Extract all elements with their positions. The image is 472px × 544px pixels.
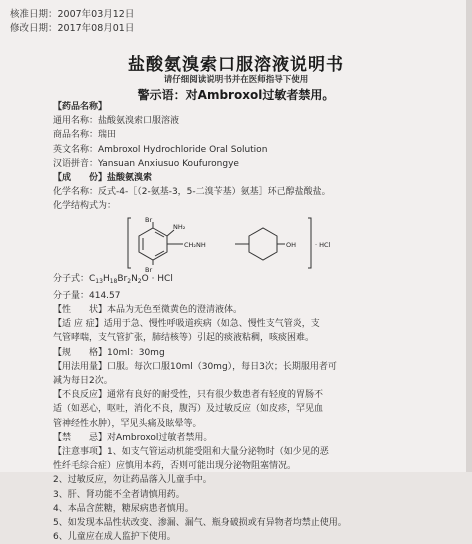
caution-line-3: 2、过敏反应，勿让药品落入儿童手中。 xyxy=(53,475,212,486)
chemical-structure xyxy=(53,214,353,272)
character: 【性 状】本品为无色至微黄色的澄清液体。 xyxy=(53,305,243,316)
oh-group: OH xyxy=(286,240,297,249)
warning-line: 警示语：对Ambroxol过敏者禁用。 xyxy=(137,88,335,102)
ingredients: 【成 份】盐酸氨溴索 xyxy=(53,173,153,184)
specification: 【规 格】10ml：30mg xyxy=(53,347,165,358)
english-name: 英文名称：Ambroxol Hydrochloride Oral Solution xyxy=(53,144,268,155)
structure-label: 化学结构式为： xyxy=(53,201,117,212)
adverse-line-1: 【不良反应】通常有良好的耐受性，只有很少数患者有轻度的胃肠不 xyxy=(53,390,324,401)
adverse-line-2: 适（如恶心，呕吐，消化不良，腹泻）及过敏反应（如皮疹，罕见血 xyxy=(53,404,324,415)
document-subtitle: 请仔细阅读说明书并在医师指导下使用 xyxy=(163,75,309,85)
br-bottom: Br xyxy=(145,265,153,272)
trade-name: 商品名称：瑞田 xyxy=(53,130,117,141)
nh2-group: NH₂ xyxy=(173,222,186,231)
name-section-header: 【药品名称】 xyxy=(53,102,108,112)
hcl-salt: · HCl xyxy=(315,240,331,249)
indication-line-1: 【适 应 症】适用于急、慢性呼吸道疾病（如急、慢性支气管炎，支 xyxy=(53,319,320,330)
structure-drawing xyxy=(53,214,353,272)
date-block xyxy=(10,8,134,36)
molecular-formula: 分子式：$C_{13}H_{18}Br_2N_2O$ · HCl xyxy=(53,273,173,285)
chemical-name: 化学名称：反式-4-［（2-氨基-3，5-二溴苄基）氨基］环己醇盐酸盐。 xyxy=(53,187,331,198)
molecular-weight: 分子量：414.57 xyxy=(53,290,121,301)
caution-line-5: 4、本品含蔗糖，糖尿病患者慎用。 xyxy=(53,503,194,514)
caution-line-1: 【注意事项】1、如支气管运动机能受阻和大量分泌物时（如少见的恶 xyxy=(53,447,329,458)
page-edge xyxy=(466,0,472,472)
pinyin-name: 汉语拼音：Yansuan Anxiusuo Koufurongye xyxy=(53,158,239,169)
contraindication: 【禁 忌】对Ambroxol过敏者禁用。 xyxy=(53,432,213,443)
br-top: Br xyxy=(145,215,153,224)
revise-date: 修改日期：2017年08月01日 xyxy=(10,23,135,34)
document-title: 盐酸氨溴索口服溶液说明书 xyxy=(128,55,344,75)
content-body xyxy=(53,100,458,544)
approve-date: 核准日期：2007年03月12日 xyxy=(10,9,135,20)
usage-line-2: 减为每日2次。 xyxy=(53,376,113,387)
usage-line-1: 【用法用量】口服。每次口服10ml（30mg），每日3次；长期服用者可 xyxy=(53,361,337,372)
caution-line-6: 5、如发现本品性状改变、渗漏、漏气、瓶身破损或有异物者均禁止使用。 xyxy=(53,518,347,529)
caution-line-4: 3、肝、肾功能不全者请慎用药。 xyxy=(53,489,185,500)
caution-line-2: 性纤毛综合症）应慎用本药，否则可能出现分泌物阻塞情况。 xyxy=(53,461,297,472)
linker-group: CH₂NH xyxy=(184,240,206,249)
caution-line-7: 6、儿童应在成人监护下使用。 xyxy=(53,532,176,543)
indication-line-2: 气管哮喘，支气管扩张，肺结核等）引起的痰液粘稠，咳痰困难。 xyxy=(53,333,315,344)
generic-name: 通用名称：盐酸氨溴索口服溶液 xyxy=(53,116,180,127)
adverse-line-3: 管神经性水肿），罕见头痛及眩晕等。 xyxy=(53,418,202,429)
